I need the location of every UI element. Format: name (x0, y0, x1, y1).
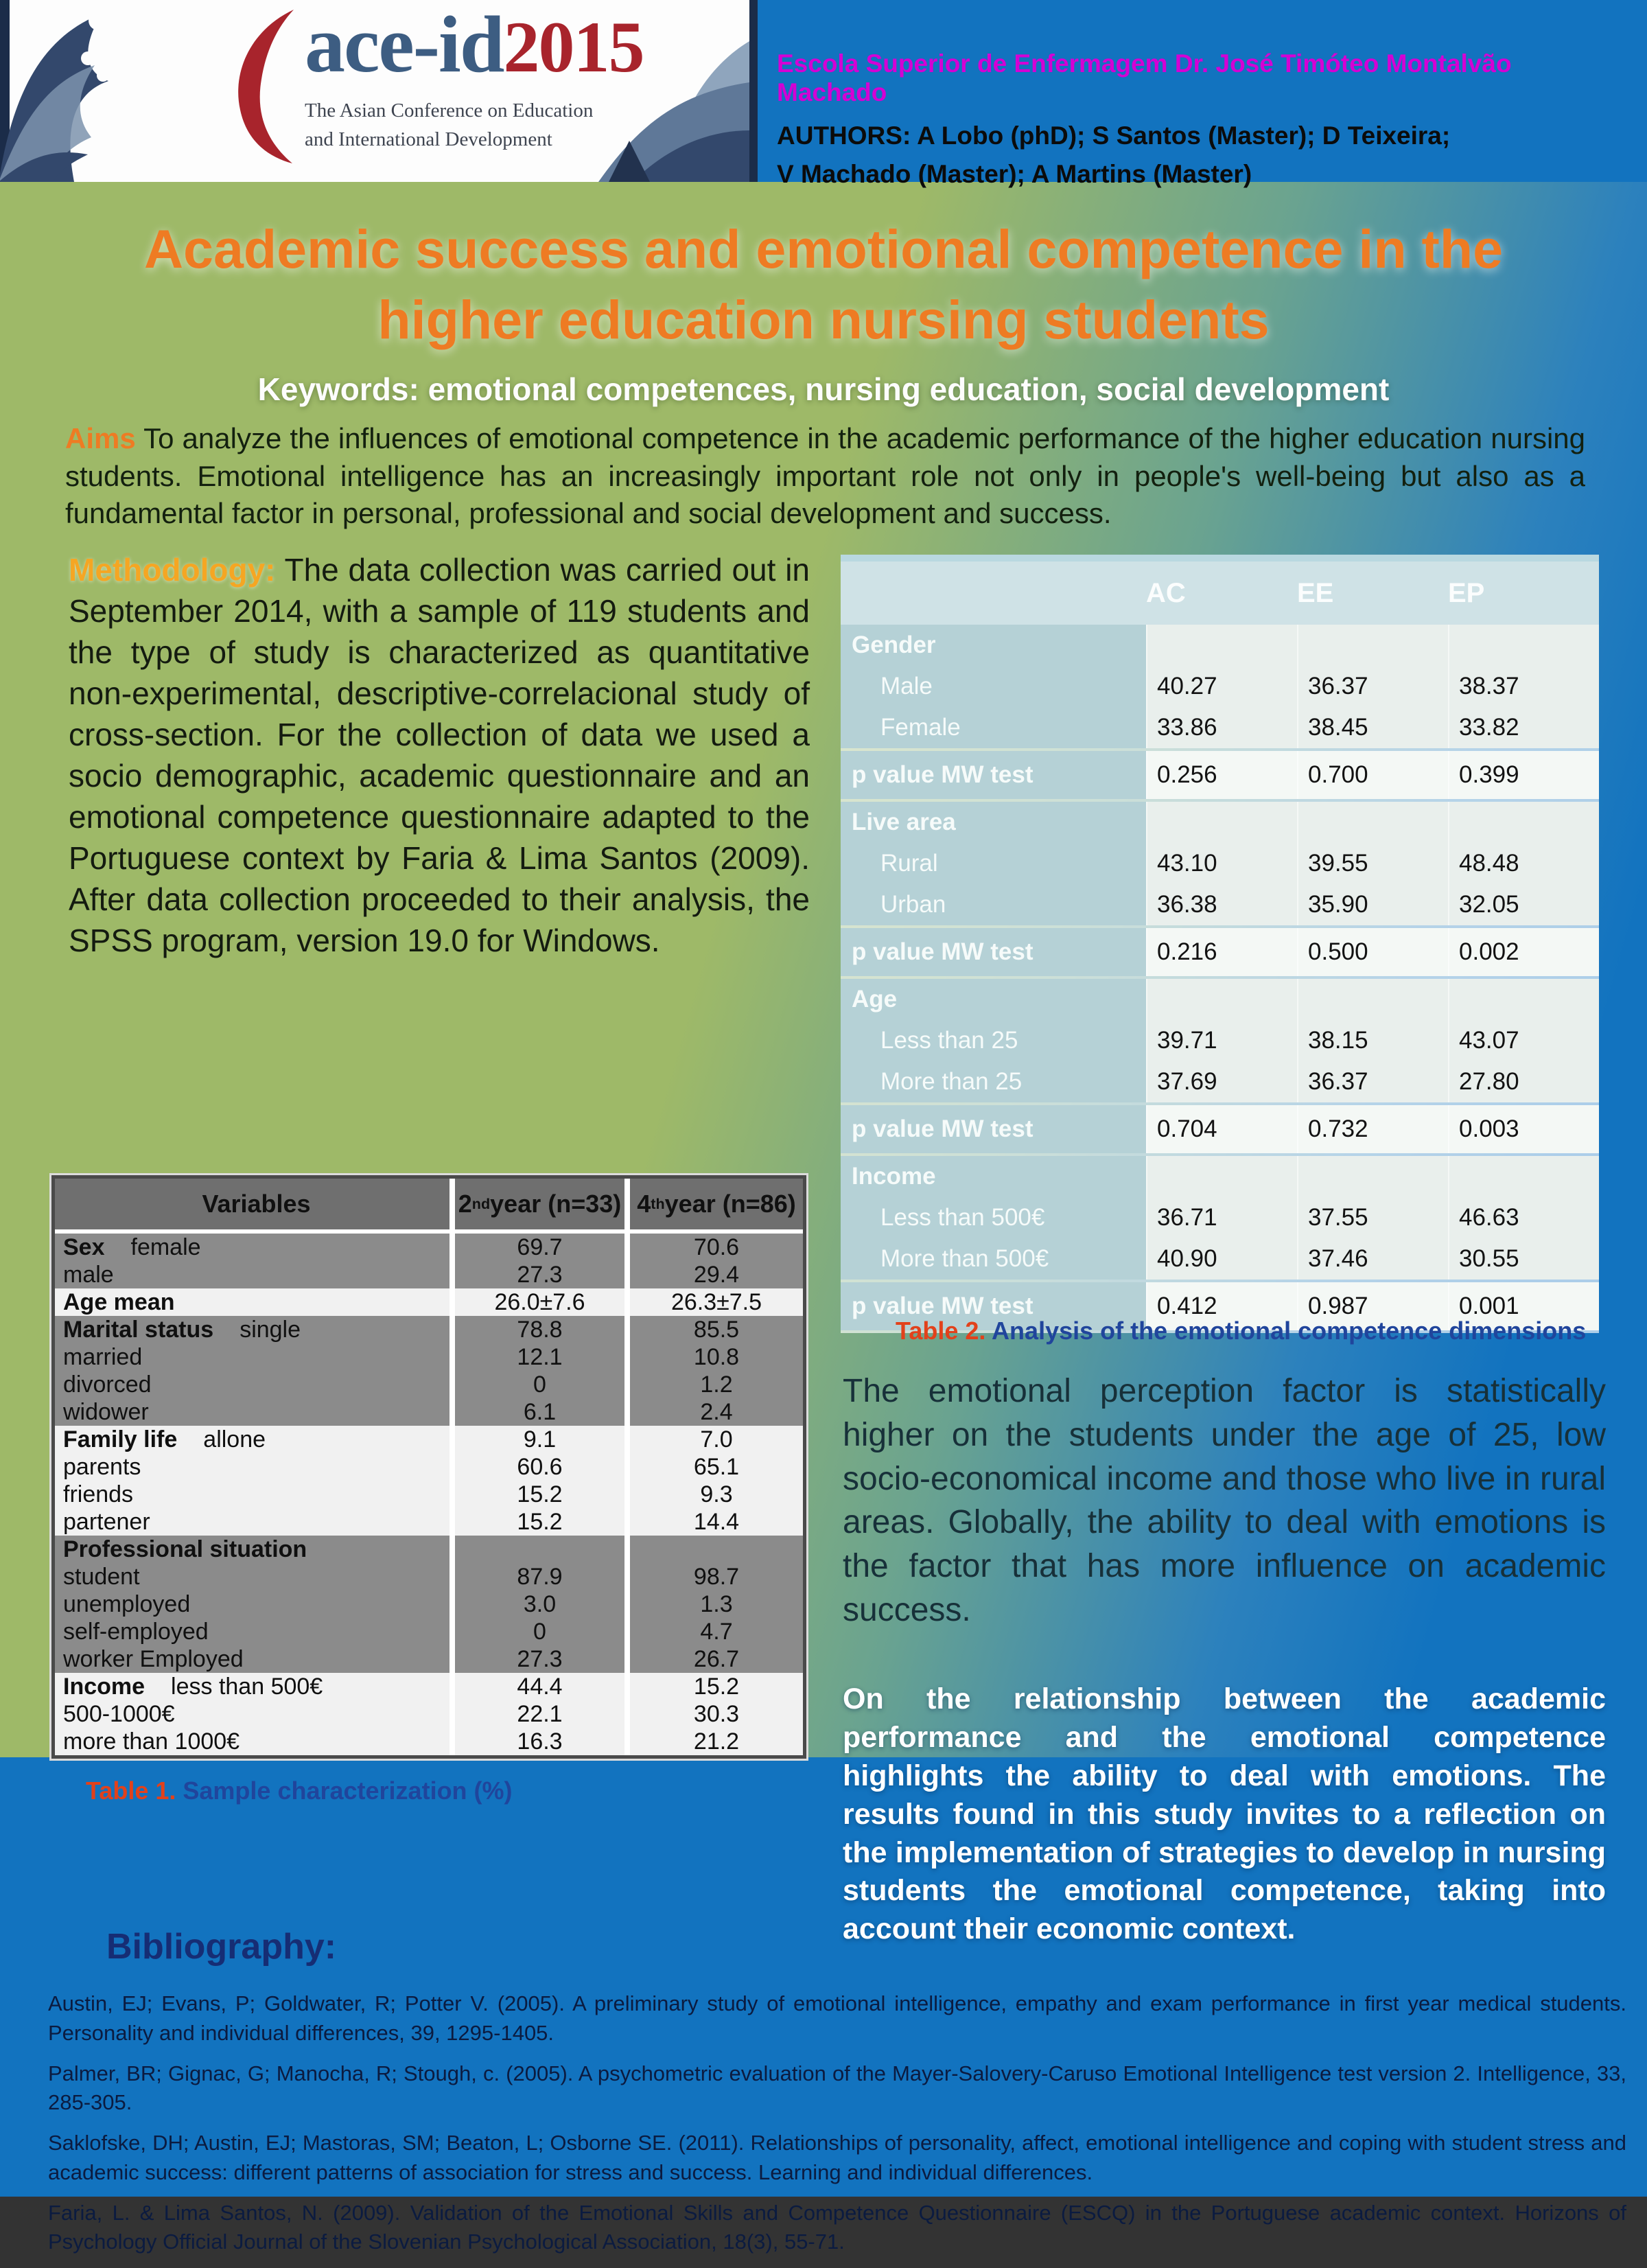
table-row: Marital status single 78.8 85.5 (55, 1316, 803, 1343)
table-2-emotional-competence (841, 555, 1599, 1333)
logo-paren-icon (226, 7, 309, 165)
header-info (758, 0, 1647, 188)
col-header-4th-year: 4 th year (n=86) (624, 1179, 803, 1229)
table-row-pvalue: p value MW test 0.256 0.700 0.399 (841, 748, 1599, 802)
table-row: Family life allone 9.1 7.0 (55, 1426, 803, 1453)
table-row: Professional situation (55, 1536, 803, 1563)
table-row: student 87.9 98.7 (55, 1563, 803, 1590)
table-row: Sex female 69.7 70.6 (55, 1234, 803, 1261)
logo-subtitle-line1: The Asian Conference on Education (305, 100, 594, 121)
poster-title (0, 214, 1647, 355)
col-header-ee: EE (1297, 562, 1448, 625)
authors-line-2: V Machado (Master); A Martins (Master) (777, 159, 1252, 188)
title-line2: higher education nursing students (377, 288, 1270, 350)
table-row: More than 25 37.69 36.37 27.80 (841, 1061, 1599, 1102)
logo-subtitle-line2: and International Development (305, 128, 552, 151)
table-row-group: Income (841, 1156, 1599, 1197)
col-header-ac: AC (1146, 562, 1297, 625)
methodology-paragraph (69, 549, 810, 961)
table-row-pvalue: p value MW test 0.216 0.500 0.002 (841, 925, 1599, 979)
logo-name: ace-id (305, 0, 504, 89)
table-row: parents 60.6 65.1 (55, 1453, 803, 1481)
aims-label: Aims (65, 422, 136, 454)
table-row: Age mean 26.0±7.6 26.3±7.5 (55, 1288, 803, 1316)
reference-item: Saklofske, DH; Austin, EJ; Mastoras, SM; Beaton, L; Osborne SE. (2011). Relationships of personality, affect, emotional intelligence and coping with student stress and academic success: different patterns of association for stress and success. Learning and individual differences. (48, 2131, 1626, 2184)
wave-art-icon (5, 0, 232, 182)
table-row: self-employed 0 4.7 (55, 1618, 803, 1645)
table-row: male 27.3 29.4 (55, 1261, 803, 1288)
table-1-sample-characterization (51, 1175, 806, 1759)
methodology-text: The data collection was carried out in September 2014, with a sample of 119 students and the type of study is characterized as quantitative non-experimental, descriptive-correlacional study of cross-section. For the collection of data we used a socio demographic, academic questionnaire and an emotional competence questionnaire adapted to the Portuguese context by Faria & Lima Santos (2009). After data collection proceeded to their analysis, the SPSS program, version 19.0 for Windows. (69, 552, 810, 959)
table-row: divorced 0 1.2 (55, 1371, 803, 1398)
table-row: married 12.1 10.8 (55, 1343, 803, 1371)
table-row-pvalue: p value MW test 0.704 0.732 0.003 (841, 1102, 1599, 1156)
reference-item: Faria, L. & Lima Santos, N. (2009). Validation of the Emotional Skills and Competence Questionnaire (ESCQ) in the Portuguese academic context. Horizons of Psychology Official Journal of the Slovenian Psychological Association, 18(3), 55-71. (48, 2200, 1626, 2254)
keywords-line: Keywords: emotional competences, nursing education, social development (257, 371, 1390, 407)
col-header-ep: EP (1448, 562, 1599, 625)
table-row: More than 500€ 40.90 37.46 30.55 (841, 1238, 1599, 1280)
table-row: worker Employed 27.3 26.7 (55, 1645, 803, 1673)
table-header-row: Variables 2 nd year (n=33) 4 th year (n=86) (55, 1179, 803, 1234)
institution-name: Escola Superior de Enfermagem Dr. José Timóteo Montalvão Machado (777, 49, 1512, 106)
aims-text: To analyze the influences of emotional competence in the academic performance of the higher education nursing students. Emotional intelligence has an increasingly important role not only in people's well-being but also as a fundamental factor in personal, professional and social development and success. (65, 422, 1585, 530)
logo-text-block (305, 0, 644, 154)
col-header-2nd-year: 2 nd year (n=33) (449, 1179, 624, 1229)
table-row-group: Gender (841, 625, 1599, 666)
table-row: partener 15.2 14.4 (55, 1508, 803, 1536)
conference-logo (226, 0, 644, 165)
bibliography-references (48, 1989, 1626, 2268)
table-row: Urban 36.38 35.90 32.05 (841, 884, 1599, 925)
table-row: Rural 43.10 39.55 48.48 (841, 843, 1599, 884)
table-row: Less than 25 39.71 38.15 43.07 (841, 1020, 1599, 1061)
table-row: unemployed 3.0 1.3 (55, 1590, 803, 1618)
logo-year: 2015 (503, 7, 644, 87)
table-header-row (841, 562, 1599, 625)
table-row-pvalue: p value MW test 0.412 0.987 0.001 (841, 1280, 1599, 1333)
aims-paragraph (65, 420, 1585, 533)
conclusion-paragraph: On the relationship between the academic performance and the emotional competence highlights the ability to deal with emotions. The results found in this study invites to a reflection on the implementation of strategies to develop in nursing students the emotional competence, taking into account their economic context. (843, 1682, 1606, 1946)
title-line1: Academic success and emotional competence in the (143, 218, 1504, 279)
table-2-caption: Table 2. Analysis of the emotional competence dimensions (896, 1317, 1587, 1345)
reference-item: Austin, EJ; Evans, P; Goldwater, R; Potter V. (2005). A preliminary study of emotional intelligence, empathy and exam performance in first year medical students. Personality and individual differences, 39, 1295-1405. (48, 1991, 1626, 2045)
table-row: Male 40.27 36.37 38.37 (841, 666, 1599, 707)
table-row-group: Live area (841, 802, 1599, 843)
bibliography-heading: Bibliography: (106, 1927, 337, 1967)
results-paragraph: The emotional perception factor is statistically higher on the students under the age of 25, low socio-economical income and those who live in rural areas. Globally, the ability to deal with emotions is the factor that has more influence on academic success. (843, 1373, 1606, 1629)
conference-logo-panel (0, 0, 758, 182)
top-banner (0, 0, 1647, 188)
table-row: Female 33.86 38.45 33.82 (841, 707, 1599, 748)
table-row: friends 15.2 9.3 (55, 1481, 803, 1508)
authors-line-1: AUTHORS: A Lobo (phD); S Santos (Master); D Teixeira; (777, 121, 1451, 150)
table-1-caption: Table 1. Sample characterization (%) (86, 1777, 513, 1805)
methodology-label: Methodology: (69, 552, 276, 588)
table-row: Income less than 500€ 44.4 15.2 (55, 1673, 803, 1700)
reference-item: Palmer, BR; Gignac, G; Manocha, R; Stough, c. (2005). A psychometric evaluation of the Mayer-Salovery-Caruso Emotional Intelligence test version 2. Intelligence, 33, 285-305. (48, 2061, 1626, 2115)
table-row-group: Age (841, 979, 1599, 1020)
table-row: widower 6.1 2.4 (55, 1398, 803, 1426)
table-row: 500-1000€ 22.1 30.3 (55, 1700, 803, 1728)
logo-subtitle (305, 96, 643, 154)
table-row: Less than 500€ 36.71 37.55 46.63 (841, 1197, 1599, 1238)
table-row: more than 1000€ 16.3 21.2 (55, 1728, 803, 1755)
